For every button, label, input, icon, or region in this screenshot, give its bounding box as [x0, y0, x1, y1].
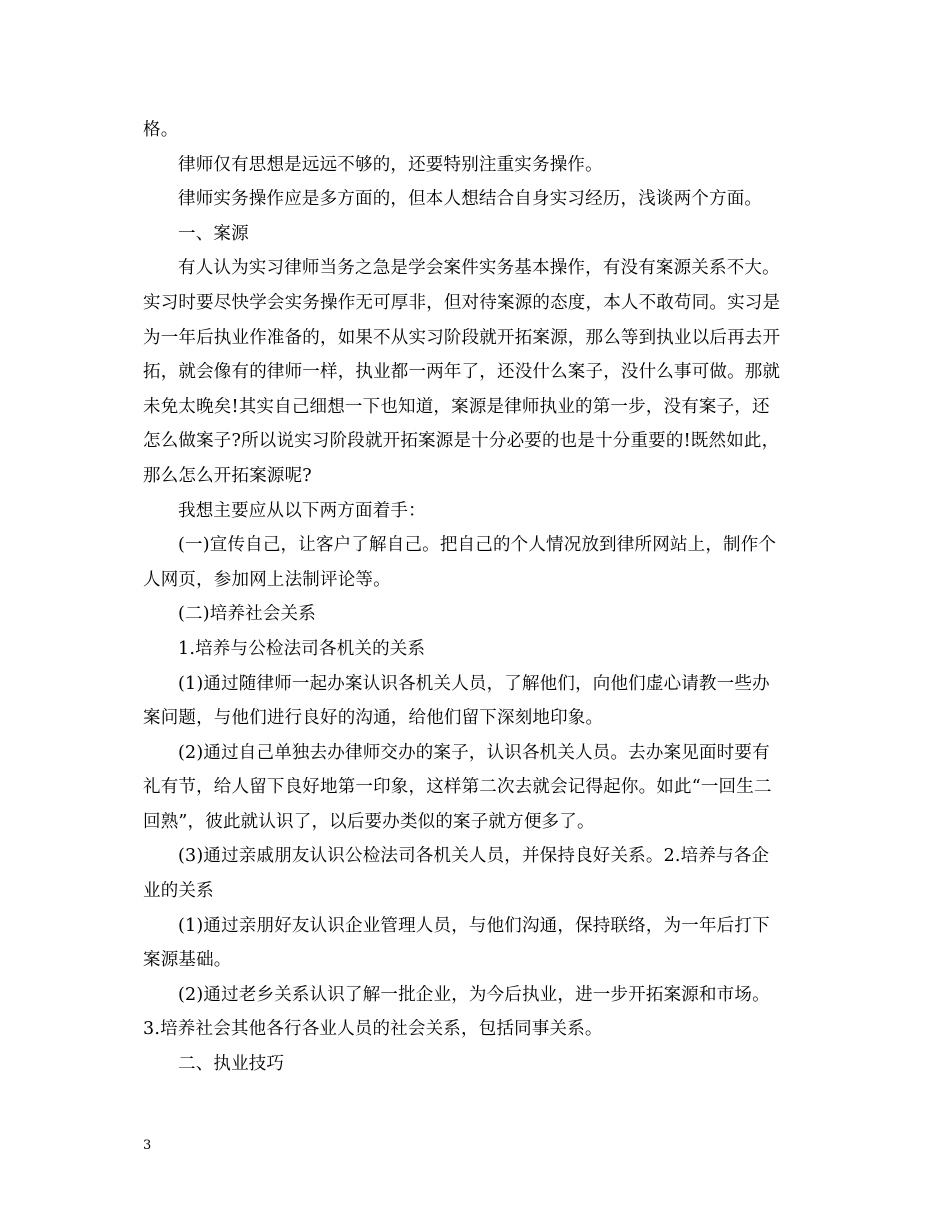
- body-text: [143, 113, 819, 1082]
- text-line: 案源基础。: [143, 950, 232, 971]
- text-line: 礼有节，给人留下良好地第一印象，这样第二次去就会记得起你。如此“一回生二: [143, 777, 772, 798]
- page-number: 3: [143, 1138, 152, 1153]
- text-line: 为一年后执业作准备的，如果不从实习阶段就开拓案源，那么等到执业以后再去开: [143, 327, 781, 348]
- text-line: 3.培养社会其他各行各业人员的社会关系，包括同事关系。: [143, 1019, 603, 1040]
- text-line: 实习时要尽快学会实务操作无可厚非，但对待案源的态度，本人不敢苟同。实习是: [143, 292, 781, 313]
- text-line: 人网页，参加网上法制评论等。: [143, 569, 391, 590]
- text-line: (一)宣传自己，让客户了解自己。把自己的个人情况放到律所网站上，制作个: [178, 535, 777, 556]
- text-line: (1)通过随律师一起办案认识各机关人员，了解他们，向他们虚心请教一些办: [178, 673, 770, 694]
- text-line: 我想主要应从以下两方面着手：: [178, 500, 426, 521]
- text-line: 律师仅有思想是远远不够的，还要特别注重实务操作。: [178, 154, 603, 175]
- subsection-heading: (二)培养社会关系: [178, 604, 316, 625]
- text-line: 案问题，与他们进行良好的沟通，给他们留下深刻地印象。: [143, 708, 604, 729]
- text-line: (1)通过亲朋好友认识企业管理人员，与他们沟通，保持联络，为一年后打下: [178, 915, 770, 936]
- text-line: 未免太晚矣!其实自己细想一下也知道，案源是律师执业的第一步，没有案子，还: [143, 396, 770, 417]
- text-line: 律师实务操作应是多方面的，但本人想结合自身实习经历，浅谈两个方面。: [178, 189, 763, 210]
- text-line: (2)通过自己单独去办律师交办的案子，认识各机关人员。去办案见面时要有: [178, 742, 770, 763]
- section-heading: 二、执业技巧: [178, 1054, 285, 1075]
- text-line: 业的关系: [143, 881, 214, 902]
- text-line: 1.培养与公检法司各机关的关系: [178, 638, 426, 659]
- text-line: (2)通过老乡关系认识了解一批企业，为今后执业，进一步开拓案源和市场。: [178, 984, 770, 1005]
- text-line: 格。: [143, 120, 179, 140]
- section-heading: 一、案源: [178, 223, 249, 244]
- text-line: 怎么做案子?所以说实习阶段就开拓案源是十分必要的也是十分重要的!既然如此，: [143, 431, 780, 452]
- text-line: 拓，就会像有的律师一样，执业都一两年了，还没什么案子，没什么事可做。那就: [143, 362, 781, 383]
- text-line: 那么怎么开拓案源呢?: [143, 465, 312, 486]
- text-line: 回熟”，彼此就认识了，以后要办类似的案子就方便多了。: [143, 811, 595, 832]
- text-line: 有人认为实习律师当务之急是学会案件实务基本操作，有没有案源关系不大。: [178, 258, 780, 279]
- text-line: (3)通过亲戚朋友认识公检法司各机关人员，并保持良好关系。2.培养与各企: [178, 846, 770, 867]
